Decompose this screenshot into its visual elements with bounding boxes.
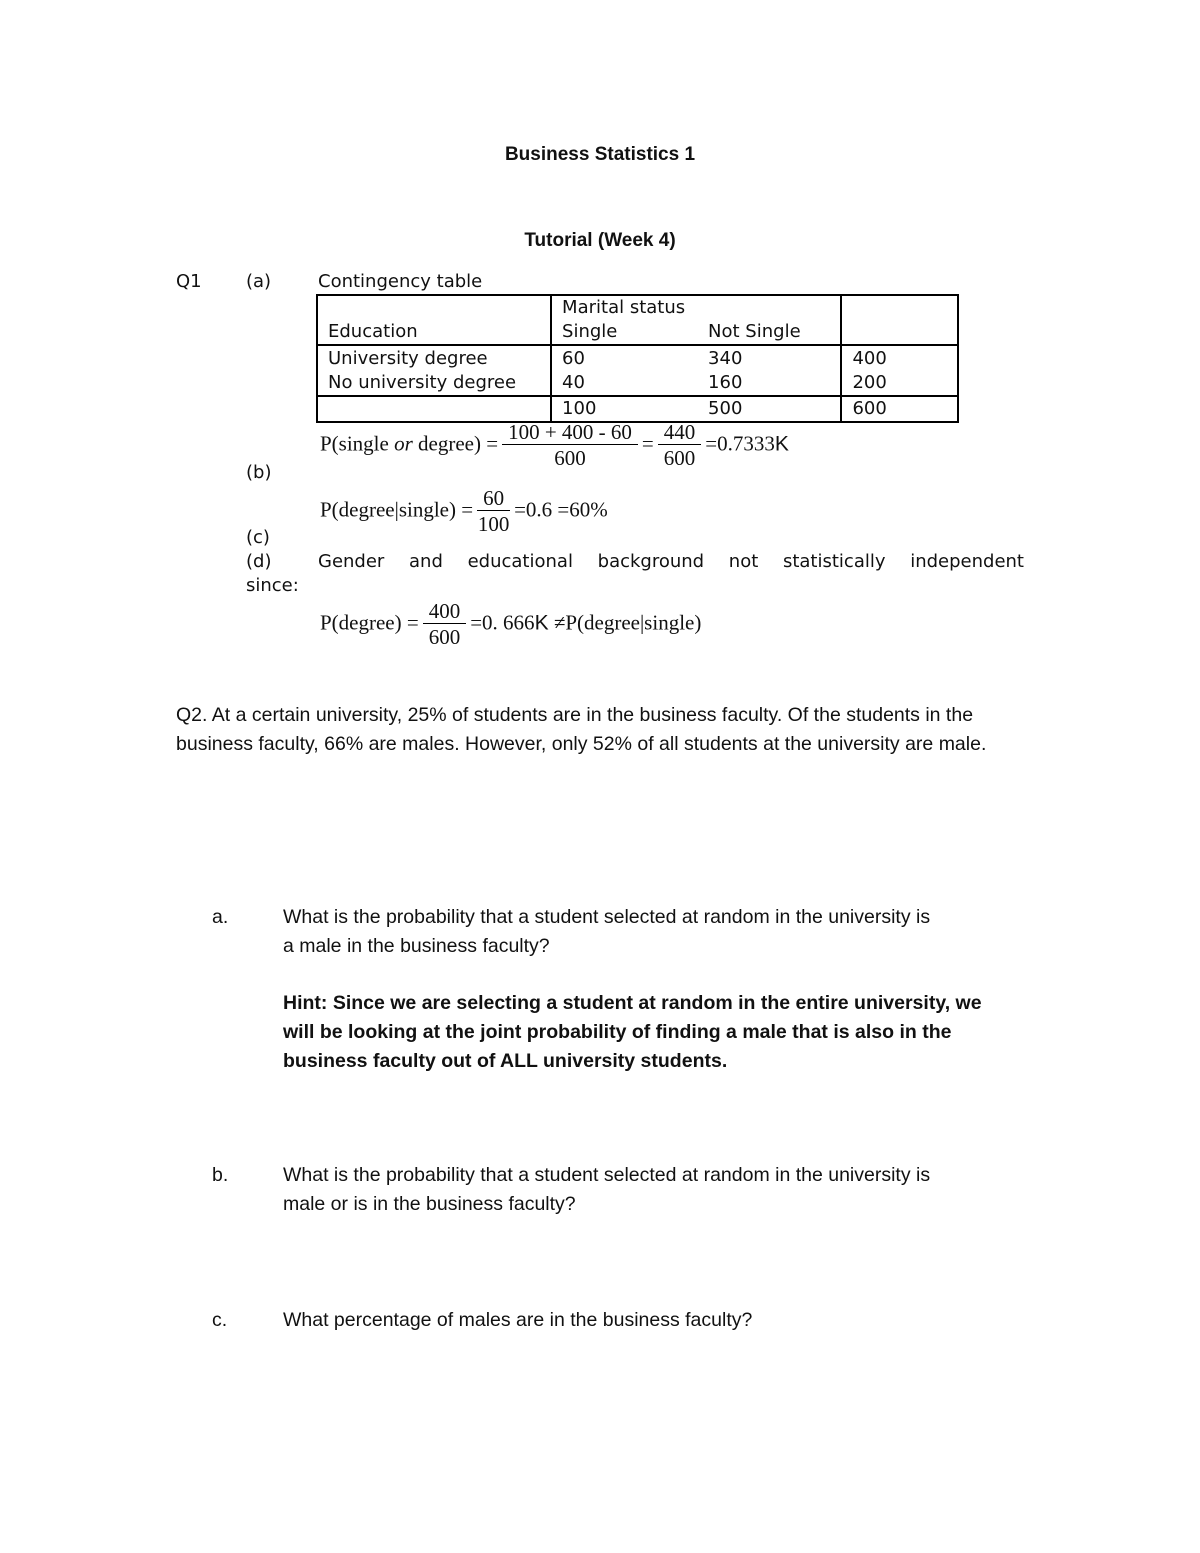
- totals-label: [317, 396, 551, 422]
- formula-b-lhs2: degree) =: [412, 431, 499, 456]
- contingency-table: [316, 294, 959, 423]
- formula-c: [320, 486, 608, 537]
- row-label-university-degree: University degree: [328, 348, 488, 369]
- q2-c-label: c.: [212, 1309, 228, 1331]
- q1-label: Q1: [176, 271, 202, 292]
- grand-total: 600: [841, 396, 958, 422]
- total-not-single: 500: [708, 398, 743, 419]
- q2-a-line1: What is the probability that a student selected at random in the university is: [283, 906, 931, 928]
- formula-b-or: or: [394, 431, 413, 456]
- formula-b: P(single or degree) = $\frac{100 + 400 - 60}{600}$ = $\frac{440}{600}$ =0.7333K: [320, 420, 789, 470]
- formula-d-lhs: P(degree) =: [320, 610, 419, 635]
- table-body-rows: [317, 345, 958, 396]
- header-marital-label: Marital status: [562, 297, 686, 318]
- row-values: [551, 345, 841, 396]
- cell-nodegree-single: 40: [562, 372, 585, 393]
- q2-a-hint-line2: will be looking at the joint probability of finding a male that is also in the: [283, 1021, 952, 1043]
- cell-degree-not-single: 340: [708, 348, 743, 369]
- q1-part-d-statement: Gender and educational background not statistically independent: [318, 551, 1024, 572]
- table-header-row: [317, 295, 958, 345]
- cell-nodegree-total: 200: [852, 372, 887, 393]
- row-label-no-university-degree: No university degree: [328, 372, 517, 393]
- formula-d-rhs: ≠P(degree|single): [548, 610, 702, 635]
- q2-a-label: a.: [212, 906, 229, 928]
- formula-d: P(degree) = $\frac{400}{600}$ =0. 666K ≠P(degree|single): [320, 599, 702, 649]
- document-subtitle: Tutorial (Week 4): [524, 230, 676, 251]
- formula-b-frac1: $\frac{100 + 400 - 60}{600}$: [502, 420, 638, 471]
- q2-a-line2: a male in the business faculty?: [283, 935, 550, 957]
- q1-part-a-text: Contingency table: [318, 271, 483, 292]
- cell-degree-single: 60: [562, 348, 585, 369]
- q2-b-line2: male or is in the business faculty?: [283, 1193, 576, 1215]
- row-totals: [841, 345, 958, 396]
- q2-b-label: b.: [212, 1164, 229, 1186]
- formula-c-result: =0.6 =60%: [514, 497, 608, 522]
- document-title: Business Statistics 1: [504, 144, 696, 165]
- formula-b-frac2: $\frac{440}{600}$: [658, 420, 702, 471]
- q2-a-hint-line3: business faculty out of ALL university students.: [283, 1050, 728, 1072]
- formula-b-lhs: P(single: [320, 431, 395, 456]
- q2-a-hint-line1: Hint: Since we are selecting a student at random in the entire university, we: [283, 992, 982, 1014]
- q2-c-line1: What percentage of males are in the business faculty?: [283, 1309, 753, 1331]
- formula-b-result: =0.7333: [705, 431, 775, 456]
- formula-c-frac: $\frac{60}{100}$: [477, 486, 510, 536]
- row-labels: [317, 345, 551, 396]
- header-education: Education: [317, 295, 551, 345]
- header-total: [841, 295, 958, 345]
- header-marital-status: [551, 295, 841, 345]
- q1-part-d-since: since:: [246, 575, 299, 596]
- formula-d-frac: $\frac{400}{600}$: [423, 599, 467, 650]
- table-totals-row: [317, 396, 958, 422]
- q1-part-c-label: (c): [246, 527, 270, 548]
- formula-c-lhs: P(degree|single) =: [320, 497, 474, 522]
- q2-b-line1: What is the probability that a student selected at random in the university is: [283, 1164, 931, 1186]
- header-single: Single: [562, 321, 618, 342]
- formula-d-result: =0. 666: [470, 610, 535, 635]
- header-not-single: Not Single: [708, 321, 801, 342]
- q1-part-b-label: (b): [246, 462, 272, 483]
- cell-degree-total: 400: [852, 348, 887, 369]
- q1-part-a-label: (a): [246, 271, 272, 292]
- total-single: 100: [562, 398, 597, 419]
- q2-intro: Q2. At a certain university, 25% of students are in the business faculty. Of the students in the business faculty, 66% are males. However, only 52% of all students at the university are male.: [176, 704, 987, 755]
- cell-nodegree-not-single: 160: [708, 372, 743, 393]
- q1-part-d-label: (d): [246, 551, 272, 572]
- totals-values: [551, 396, 841, 422]
